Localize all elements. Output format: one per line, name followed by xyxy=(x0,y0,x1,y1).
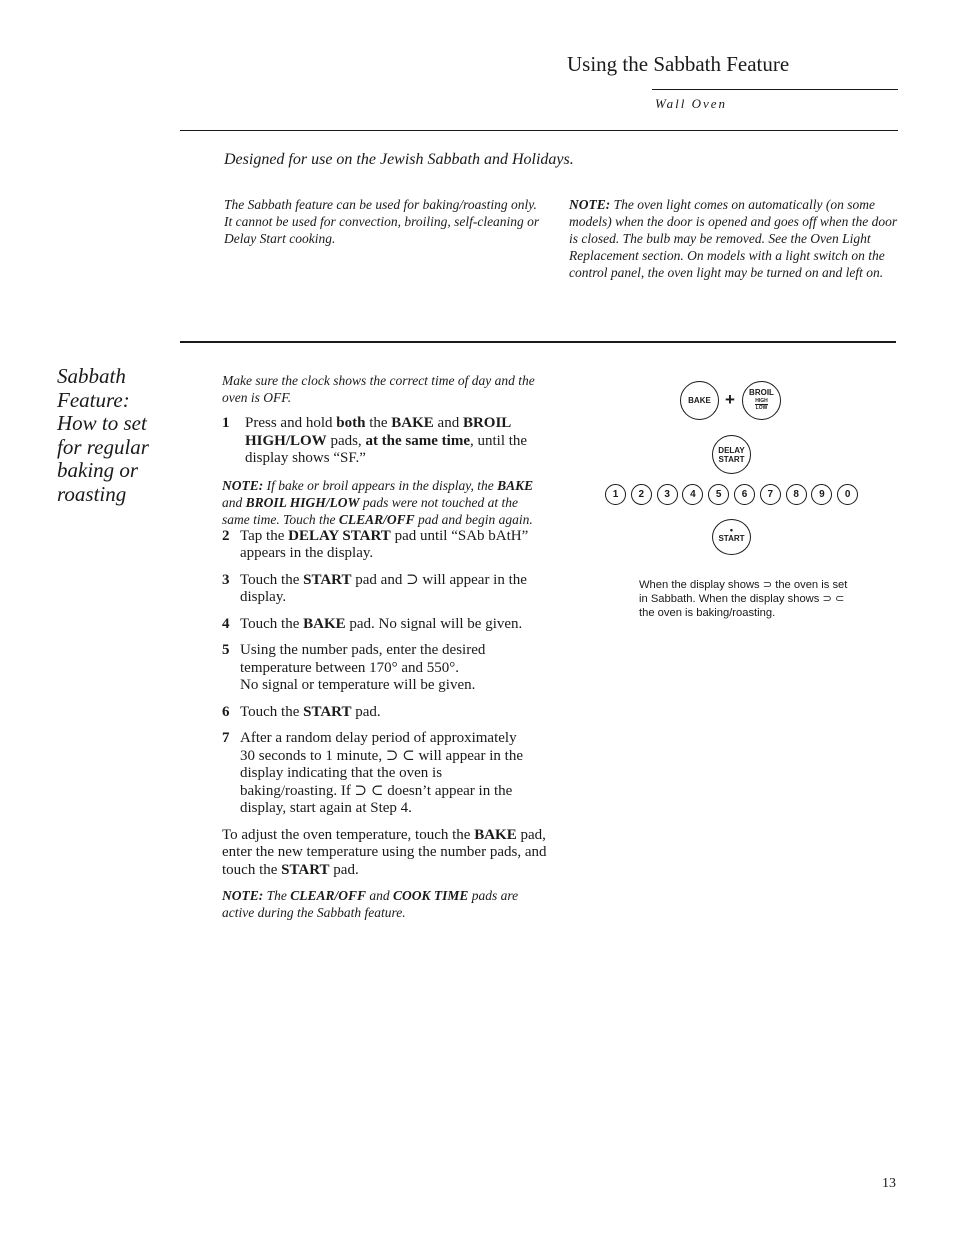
number-pad-6: 6 xyxy=(734,484,755,505)
text-run: , until the display shows “SF.” xyxy=(245,432,528,466)
text-run: No signal or temperature will be given. xyxy=(240,677,476,693)
text-run: pad. xyxy=(351,703,381,720)
step-number: 2 xyxy=(222,527,230,544)
text-run: pads are active during the Sabbath feature. xyxy=(222,888,519,920)
step-number: 1 xyxy=(222,415,230,431)
step-number: 6 xyxy=(222,703,230,720)
step-7 xyxy=(222,730,547,818)
bold-run: START xyxy=(281,861,330,878)
diagram-caption: When the display shows ⊃ the oven is set in Sabbath. When the display shows ⊃ ⊂ the oven is baking/roasting. xyxy=(639,579,848,619)
step-text: After a random delay period of approximately 30 seconds to 1 minute, ⊃ ⊂ will appear in the display indicating that the oven is baking/roasting. If ⊃ ⊂ doesn’t appear in the display, start again at Step 4. xyxy=(240,730,524,816)
bold-run: DELAY START xyxy=(288,527,391,544)
bold-run: START xyxy=(303,571,352,588)
step-number: 4 xyxy=(222,615,230,632)
section-divider xyxy=(180,341,896,343)
bold-run: COOK TIME xyxy=(393,888,469,903)
bold-run: BAKE xyxy=(474,826,517,843)
step-1-note xyxy=(222,477,547,528)
step-number: 3 xyxy=(222,571,230,588)
number-pad-row xyxy=(605,484,859,504)
header-rule xyxy=(652,89,898,90)
page-number: 13 xyxy=(882,1176,896,1191)
bold-run: BROIL HIGH/LOW xyxy=(245,415,511,449)
number-pad-1: 1 xyxy=(605,484,626,505)
number-pad-5: 5 xyxy=(708,484,729,505)
bold-run: CLEAR/OFF xyxy=(338,511,415,527)
step-number: 5 xyxy=(222,642,230,658)
text-run: Using the number pads, enter the desired temperature between 170° and 550°. xyxy=(240,642,486,676)
note-label: NOTE: xyxy=(569,197,611,212)
delay-start-pad xyxy=(712,435,751,474)
number-pad-7: 7 xyxy=(760,484,781,505)
intro-note xyxy=(569,196,899,281)
text-run: Tap the xyxy=(240,527,289,544)
bold-run: BAKE xyxy=(391,415,434,431)
section-heading: Sabbath Feature: How to set for regular baking or roasting xyxy=(57,364,149,506)
delay-start-label: START xyxy=(718,454,745,464)
text-run: To adjust the oven temperature, touch the xyxy=(222,826,475,843)
start-pad-label: START xyxy=(718,534,745,543)
adjust-paragraph xyxy=(222,827,547,880)
step-4 xyxy=(222,616,547,634)
bold-run: START xyxy=(303,703,352,720)
number-pad-0: 0 xyxy=(837,484,858,505)
step-text xyxy=(240,528,547,563)
text-run: pad. No signal will be given. xyxy=(345,615,523,632)
tagline: Designed for use on the Jewish Sabbath and Holidays. xyxy=(224,151,574,168)
start-indicator-dot: • xyxy=(729,525,734,535)
text-run: pads were not touched at the same time. Touch the xyxy=(222,494,518,527)
number-pad-4: 4 xyxy=(682,484,703,505)
step-text xyxy=(240,616,547,634)
step-text xyxy=(245,415,547,468)
bold-run: BAKE xyxy=(303,615,346,632)
page-title: Using the Sabbath Feature xyxy=(567,52,790,76)
text-run: pad, enter the new temperature using the number pads, and touch the xyxy=(222,826,547,878)
note-label: NOTE: xyxy=(222,888,264,903)
number-pad-2: 2 xyxy=(631,484,652,505)
step-2 xyxy=(222,528,547,563)
instructions-column xyxy=(222,372,547,921)
text-run: Touch the xyxy=(240,571,304,588)
header-divider xyxy=(180,130,898,131)
text-run: and xyxy=(366,888,394,903)
page-subtitle: Wall Oven xyxy=(655,96,728,111)
text-run: and xyxy=(222,494,246,510)
step-5 xyxy=(222,642,547,695)
number-pad-3: 3 xyxy=(657,484,678,505)
broil-low-label: LOW xyxy=(755,404,768,411)
broil-pad-label: BROIL xyxy=(749,387,774,397)
step-text xyxy=(240,642,547,695)
text-run: the xyxy=(365,415,392,431)
number-pad-9: 9 xyxy=(811,484,832,505)
number-pad-8: 8 xyxy=(786,484,807,505)
text-run: pad and begin again. xyxy=(414,511,533,527)
text-run: pad. xyxy=(329,861,359,878)
text-run: pads, xyxy=(326,432,366,449)
text-run: Touch the xyxy=(240,615,304,632)
bold-run: BROIL HIGH/LOW xyxy=(245,494,360,510)
bold-run: CLEAR/OFF xyxy=(290,888,367,903)
final-note xyxy=(222,887,547,921)
step-text xyxy=(240,704,547,722)
delay-label: DELAY xyxy=(718,445,745,455)
step-1 xyxy=(222,415,547,468)
text-run: pad and ⊃ will appear in the display. xyxy=(240,571,527,605)
step-6 xyxy=(222,704,547,722)
text-run: Touch the xyxy=(240,703,304,720)
bold-run: both xyxy=(336,415,366,431)
start-pad xyxy=(712,519,751,555)
bold-run: BAKE xyxy=(497,477,534,493)
text-run: The xyxy=(263,888,291,903)
broil-high-label: HIGH xyxy=(755,397,768,404)
note-label: NOTE: xyxy=(222,477,264,493)
bold-run: at the same time xyxy=(365,432,470,449)
text-run: Press and hold xyxy=(245,415,337,431)
bake-pad xyxy=(680,381,719,420)
intro-text: The Sabbath feature can be used for baking/roasting only. It cannot be used for convection, broiling, self-cleaning or Delay Start cooking. xyxy=(224,197,540,246)
text-run: pad until “SAb bAtH” appears in the display. xyxy=(240,527,529,561)
note-text: The oven light comes on automatically (on some models) when the door is opened and goes off when the door is closed. The bulb may be removed. See the Oven Light Replacement section. On models with a light switch on the control panel, the oven light may be turned on and left on. xyxy=(569,197,898,280)
plus-sign: + xyxy=(725,390,735,409)
broil-pad xyxy=(742,381,781,420)
step-number: 7 xyxy=(222,730,230,746)
text-run: and xyxy=(433,415,463,431)
clock-note: Make sure the clock shows the correct time of day and the oven is OFF. xyxy=(222,373,535,405)
step-3 xyxy=(222,572,547,607)
step-text xyxy=(240,572,547,607)
text-run: If bake or broil appears in the display, the xyxy=(263,477,498,493)
bake-pad-label: BAKE xyxy=(688,396,711,405)
